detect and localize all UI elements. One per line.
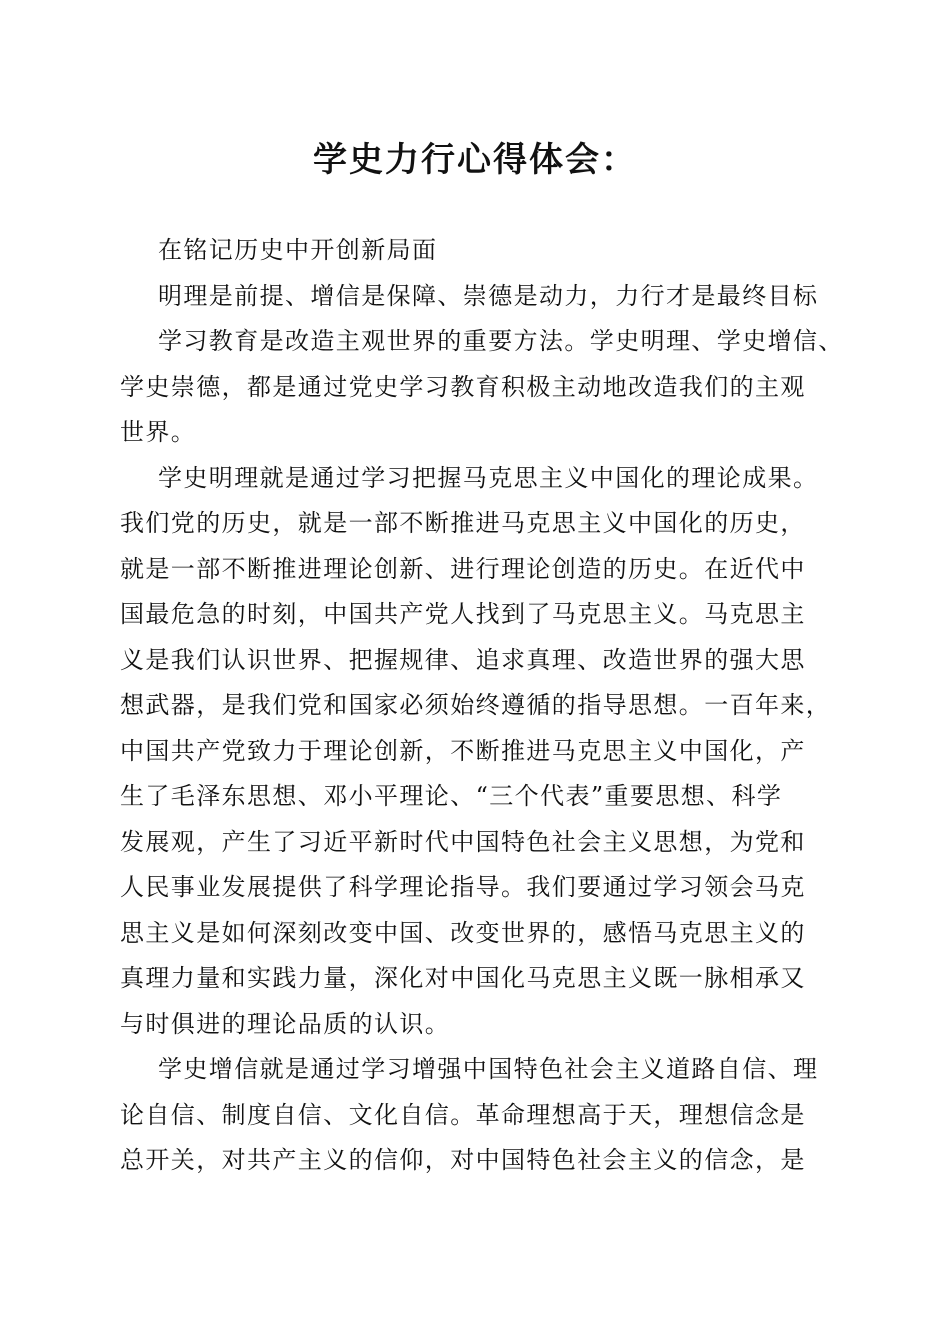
paragraph-line: 与时俱进的理论品质的认识。 xyxy=(120,1009,451,1038)
paragraph-line: 义是我们认识世界、把握规律、追求真理、改造世界的强大思 xyxy=(120,645,806,674)
paragraph-3 xyxy=(120,1047,832,1184)
paragraph-line: 论自信、制度自信、文化自信。革命理想高于天，理想信念是 xyxy=(120,1100,806,1129)
paragraph-line: 我们党的历史，就是一部不断推进马克思主义中国化的历史， xyxy=(120,509,806,537)
paragraph-line: 真理力量和实践力量，深化对中国化马克思主义既一脉相承又 xyxy=(120,964,806,992)
paragraph-2 xyxy=(120,456,832,1048)
paragraph-line: 就是一部不断推进理论创新、进行理论创造的历史。在近代中 xyxy=(120,554,806,583)
document-body xyxy=(120,228,844,1184)
paragraph-line: 发展观，产生了习近平新时代中国特色社会主义思想，为党和 xyxy=(120,827,806,856)
paragraph-line: 国最危急的时刻，中国共产党人找到了马克思主义。马克思主 xyxy=(120,600,806,628)
paragraph-line: 人民事业发展提供了科学理论指导。我们要通过学习领会马克 xyxy=(120,873,806,901)
paragraph-line: 思主义是如何深刻改变中国、改变世界的，感悟马克思主义的 xyxy=(120,918,806,947)
paragraph-line: 生了毛泽东思想、邓小平理论、“三个代表”重要思想、科学 xyxy=(120,782,783,810)
paragraph-line: 学史增信就是通过学习增强中国特色社会主义道路自信、理 xyxy=(158,1055,819,1083)
paragraph-line: 世界。 xyxy=(120,418,197,446)
subtitle-line: 在铭记历史中开创新局面 xyxy=(158,236,438,264)
paragraph-line: 中国共产党致力于理论创新，不断推进马克思主义中国化，产 xyxy=(120,736,806,765)
paragraph-1 xyxy=(120,319,844,456)
paragraph-line: 总开关，对共产主义的信仰，对中国特色社会主义的信念，是 xyxy=(120,1146,806,1174)
paragraph-line: 学习教育是改造主观世界的重要方法。学史明理、学史增信、 xyxy=(158,327,844,355)
lead-line: 明理是前提、增信是保障、崇德是动力，力行才是最终目标 xyxy=(158,281,819,310)
paragraph-line: 想武器，是我们党和国家必须始终遵循的指导思想。一百年来， xyxy=(120,691,832,719)
page-title: 学史力行心得体会： xyxy=(313,140,637,180)
paragraph-line: 学史崇德，都是通过党史学习教育积极主动地改造我们的主观 xyxy=(120,372,806,401)
paragraph-line: 学史明理就是通过学习把握马克思主义中国化的理论成果。 xyxy=(158,463,819,492)
